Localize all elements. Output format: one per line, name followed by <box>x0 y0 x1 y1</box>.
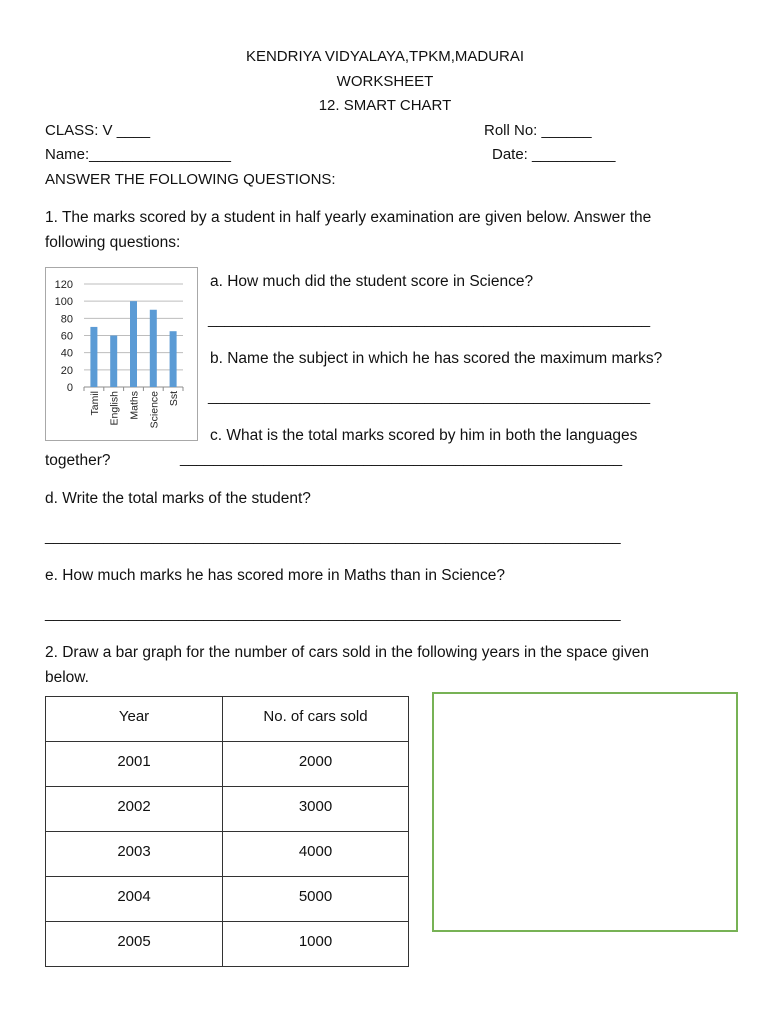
y-tick-label: 120 <box>54 279 73 291</box>
bar-science <box>150 310 157 387</box>
y-tick-label: 0 <box>66 382 73 394</box>
y-tick-label: 100 <box>54 296 73 309</box>
name-field: Name:_________________ <box>45 146 231 163</box>
year-cell: 2003 <box>46 832 223 877</box>
table-row <box>46 787 409 832</box>
marks-chart-svg <box>46 268 197 440</box>
y-tick-label: 20 <box>60 364 73 377</box>
x-tick-label: Maths <box>128 391 141 420</box>
worksheet-label: WORKSHEET <box>336 73 434 90</box>
header-cars-sold: No. of cars sold <box>223 697 409 742</box>
bar-graph-drawing-area[interactable] <box>432 692 738 932</box>
bar-maths <box>130 301 137 387</box>
class-field: CLASS: V ____ <box>45 122 151 139</box>
cars-cell: 2000 <box>223 742 409 787</box>
q1c-text-line2: together? <box>45 452 111 469</box>
q2-intro-line2: below. <box>45 669 89 686</box>
q1b-answer-line: _____________________________________________________ <box>208 388 651 405</box>
y-tick-label: 80 <box>60 313 73 326</box>
q2-intro-line1: 2. Draw a bar graph for the number of cars sold in the following years in the space given <box>45 644 649 661</box>
bar-tamil <box>90 327 97 387</box>
x-tick-label: Tamil <box>88 391 101 416</box>
roll-no-field: Roll No: ______ <box>484 122 592 139</box>
table-header-row <box>46 697 409 742</box>
q1b-text: b. Name the subject in which he has scored the maximum marks? <box>210 350 663 367</box>
table-row <box>46 877 409 922</box>
q1-intro-line2: following questions: <box>45 234 181 251</box>
q1d-text: d. Write the total marks of the student? <box>45 490 311 507</box>
cars-cell: 3000 <box>223 787 409 832</box>
year-cell: 2005 <box>46 922 223 967</box>
x-tick-label: Science <box>148 391 161 429</box>
cars-cell: 1000 <box>223 922 409 967</box>
year-cell: 2004 <box>46 877 223 922</box>
table-row <box>46 832 409 877</box>
q1e-text: e. How much marks he has scored more in Maths than in Science? <box>45 567 506 584</box>
q1-intro-line1: 1. The marks scored by a student in half yearly examination are given below. Answer the <box>45 209 652 226</box>
bar-sst <box>170 331 177 387</box>
y-tick-label: 40 <box>60 347 73 360</box>
x-tick-label: English <box>108 391 121 426</box>
q1c-answer-line: _____________________________________________________ <box>180 450 623 467</box>
chapter-title: 12. SMART CHART <box>318 97 452 114</box>
marks-bar-chart <box>45 267 198 441</box>
q1c-text-line1: c. What is the total marks scored by him in both the languages <box>210 427 638 444</box>
year-cell: 2001 <box>46 742 223 787</box>
year-cell: 2002 <box>46 787 223 832</box>
x-tick-label: Sst <box>168 391 181 407</box>
cars-cell: 5000 <box>223 877 409 922</box>
bar-english <box>110 336 117 388</box>
q1a-text: a. How much did the student score in Science? <box>210 273 534 290</box>
cars-sold-table <box>45 696 409 967</box>
q1e-answer-line: _____________________________________________________________________ <box>45 605 621 622</box>
y-tick-label: 60 <box>60 330 73 343</box>
cars-cell: 4000 <box>223 832 409 877</box>
date-field: Date: __________ <box>492 146 616 163</box>
table-row <box>46 922 409 967</box>
q1a-answer-line: _____________________________________________________ <box>208 311 651 328</box>
table-row <box>46 742 409 787</box>
q1d-answer-line: _____________________________________________________________________ <box>45 528 621 545</box>
header-year: Year <box>46 697 223 742</box>
school-name: KENDRIYA VIDYALAYA,TPKM,MADURAI <box>245 48 525 65</box>
instructions: ANSWER THE FOLLOWING QUESTIONS: <box>45 171 336 188</box>
